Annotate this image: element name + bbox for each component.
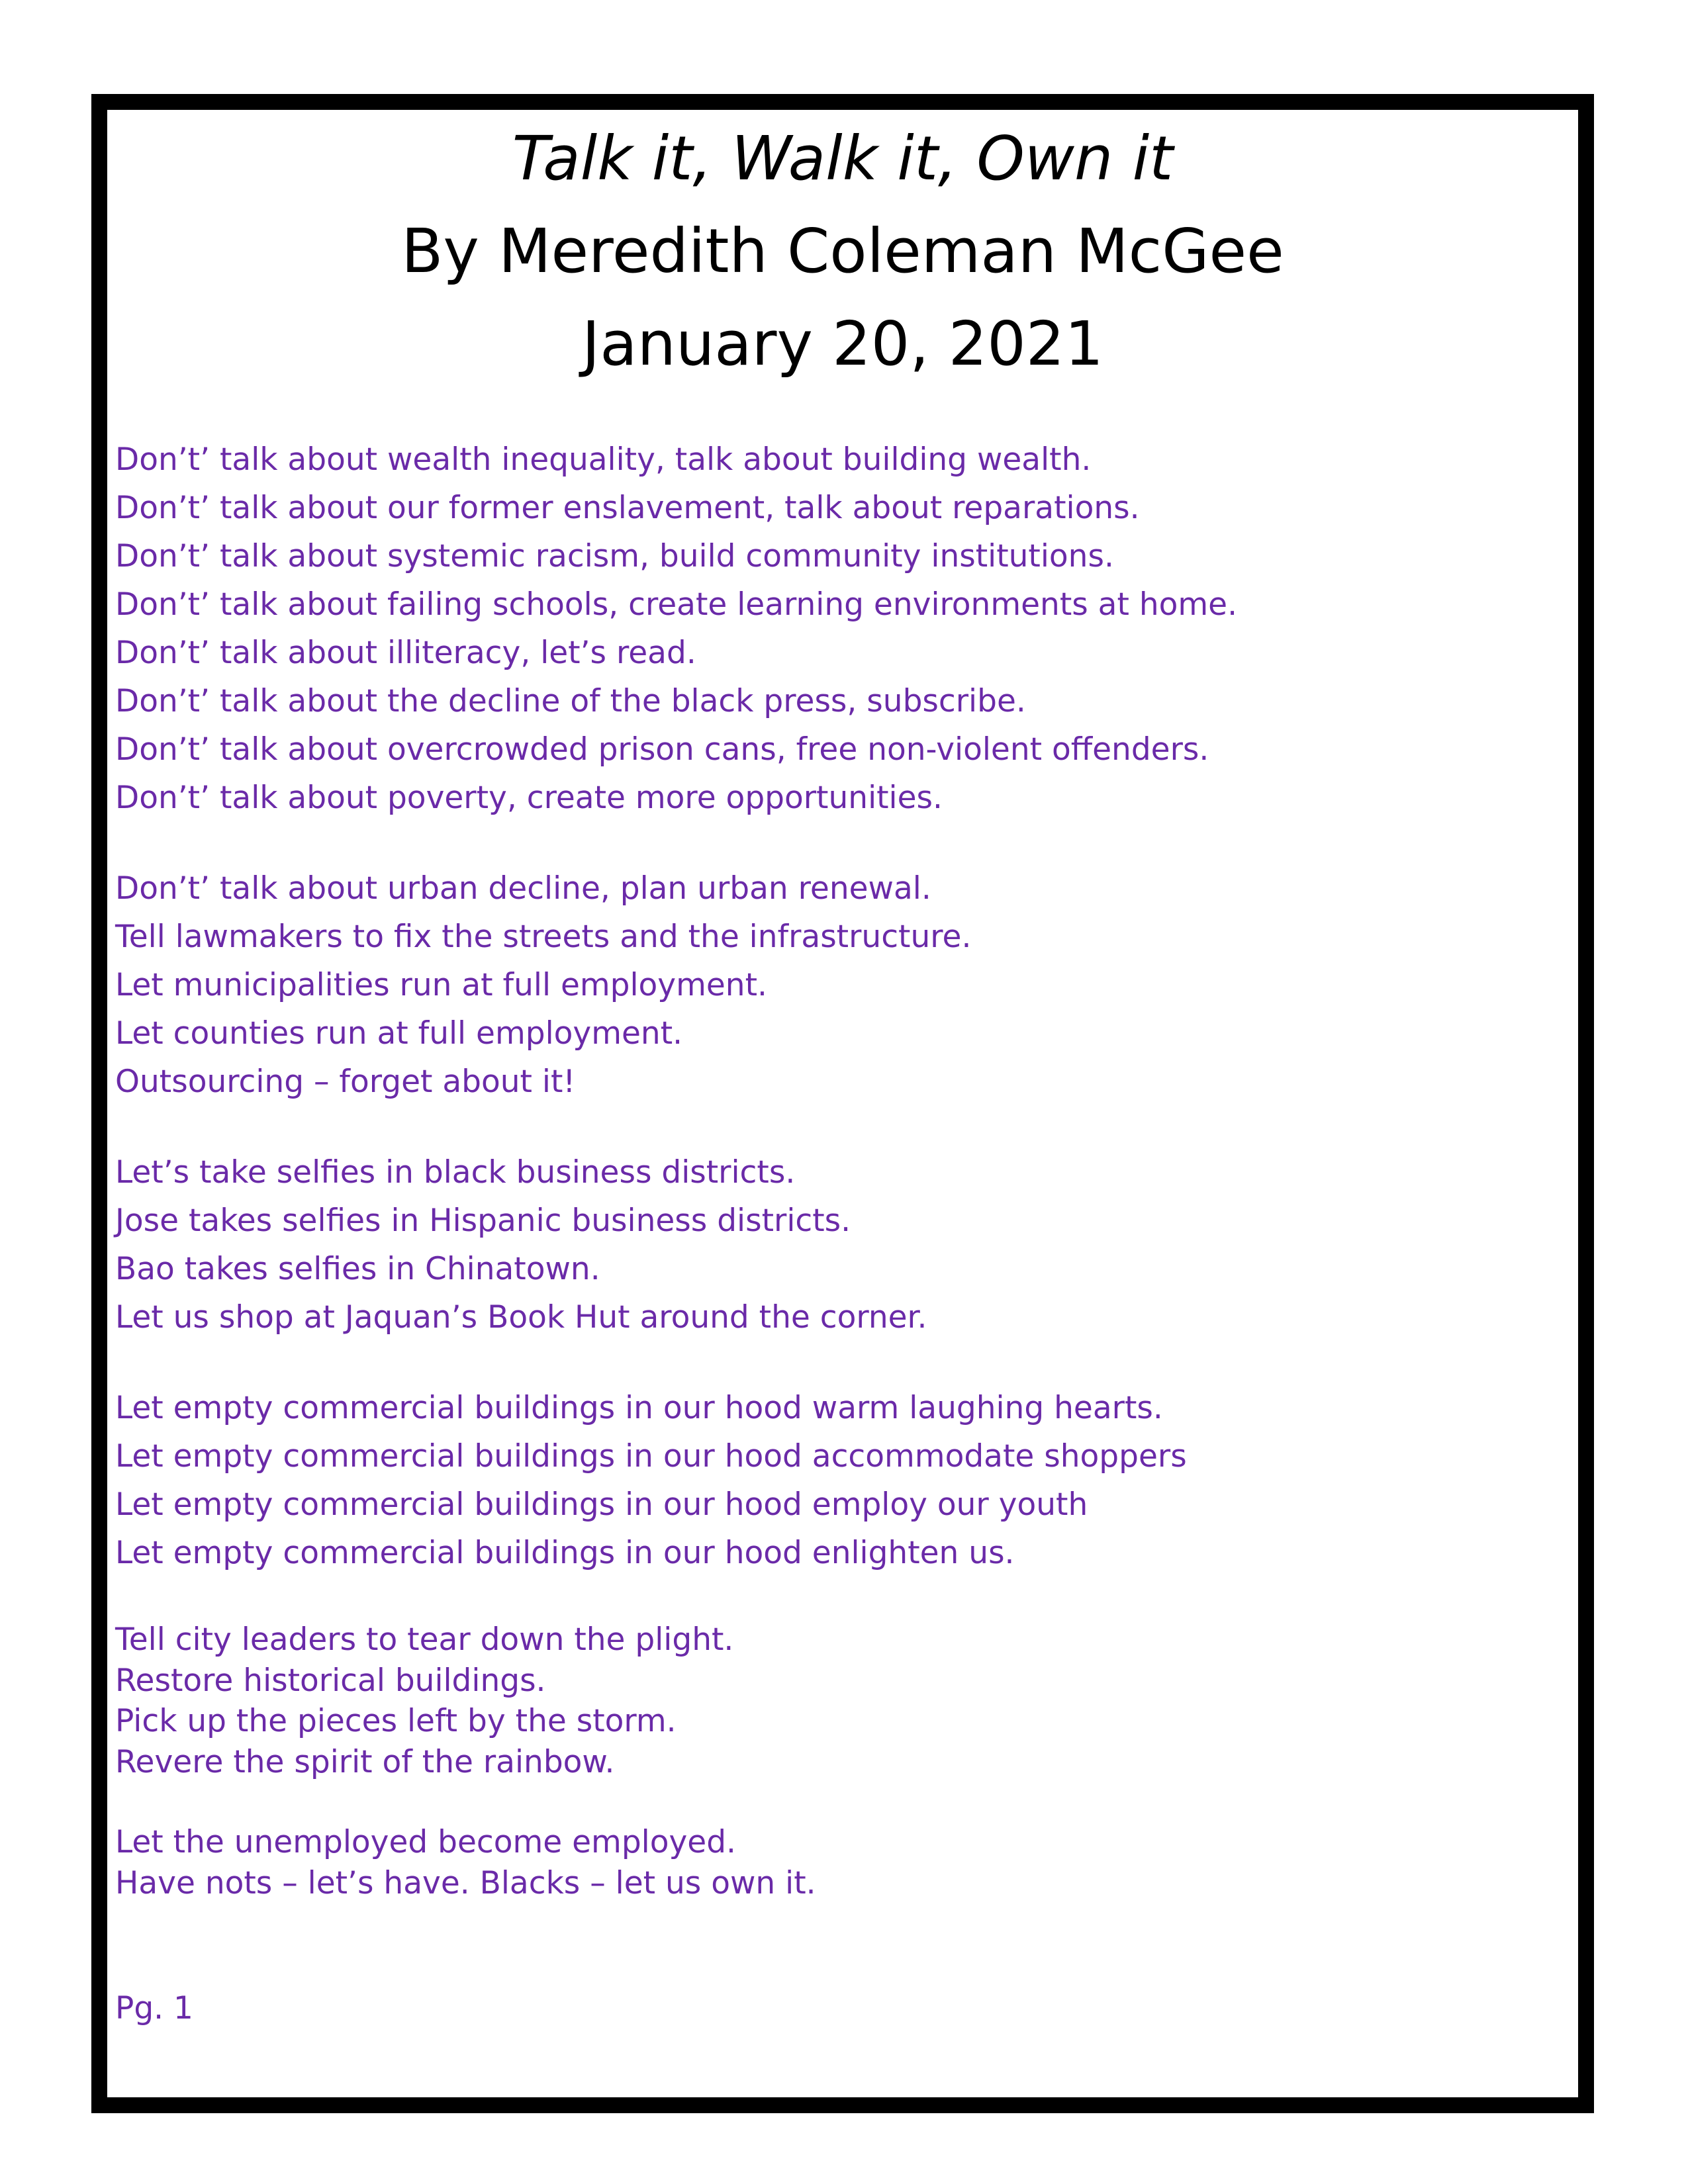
poem-line: Bao takes selfies in Chinatown. xyxy=(115,1251,600,1287)
stanza-5 xyxy=(115,1619,1538,1782)
title-block xyxy=(91,113,1594,390)
poem-line: Don’t’ talk about our former enslavement, talk about reparations. xyxy=(115,490,1140,526)
poem-line: Don’t’ talk about systemic racism, build community institutions. xyxy=(115,538,1114,574)
stanza-3 xyxy=(115,1148,1538,1342)
stanza-6 xyxy=(115,1822,1538,1903)
poem-date: January 20, 2021 xyxy=(582,308,1103,379)
poem-line: Revere the spirit of the rainbow. xyxy=(115,1743,615,1780)
poem-line: Let empty commercial buildings in our hood employ our youth xyxy=(115,1486,1088,1523)
poem-line: Let empty commercial buildings in our hood warm laughing hearts. xyxy=(115,1390,1163,1426)
poem-title: Talk it, Walk it, Own it xyxy=(512,123,1174,194)
poem-line: Tell city leaders to tear down the plight. xyxy=(115,1621,734,1658)
poem-line: Restore historical buildings. xyxy=(115,1662,546,1699)
poem-line: Don’t’ talk about illiteracy, let’s read. xyxy=(115,635,696,671)
poem-line: Don’t’ talk about urban decline, plan urban renewal. xyxy=(115,870,931,907)
poem-line: Let empty commercial buildings in our hood enlighten us. xyxy=(115,1535,1015,1571)
poem-line: Let empty commercial buildings in our hood accommodate shoppers xyxy=(115,1438,1187,1475)
poem-line: Don’t’ talk about wealth inequality, talk about building wealth. xyxy=(115,441,1092,478)
poem-line: Let the unemployed become employed. xyxy=(115,1824,736,1860)
poem-line: Jose takes selfies in Hispanic business districts. xyxy=(115,1203,851,1239)
page-number: Pg. 1 xyxy=(115,1990,193,2026)
poem-line: Pick up the pieces left by the storm. xyxy=(115,1703,677,1739)
poem-line: Have nots – let’s have. Blacks – let us own it. xyxy=(115,1864,816,1901)
poem-line: Let’s take selfies in black business districts. xyxy=(115,1154,796,1191)
poem-line: Outsourcing – forget about it! xyxy=(115,1064,576,1100)
poem-line: Don’t’ talk about the decline of the black press, subscribe. xyxy=(115,683,1026,719)
poem-line: Don’t’ talk about failing schools, create learning environments at home. xyxy=(115,586,1238,623)
stanza-4 xyxy=(115,1384,1538,1577)
poem-line: Tell lawmakers to fix the streets and the infrastructure. xyxy=(115,919,972,955)
poem-line: Don’t’ talk about poverty, create more opportunities. xyxy=(115,780,943,816)
poem-line: Let us shop at Jaquan’s Book Hut around the corner. xyxy=(115,1299,927,1336)
poem-author: By Meredith Coleman McGee xyxy=(401,216,1284,287)
poem-line: Let municipalities run at full employment. xyxy=(115,967,767,1003)
poem-body xyxy=(115,435,1538,1903)
stanza-1 xyxy=(115,435,1538,822)
stanza-2 xyxy=(115,864,1538,1106)
poem-line: Don’t’ talk about overcrowded prison cans, free non-violent offenders. xyxy=(115,731,1209,768)
poem-line: Let counties run at full employment. xyxy=(115,1015,683,1052)
